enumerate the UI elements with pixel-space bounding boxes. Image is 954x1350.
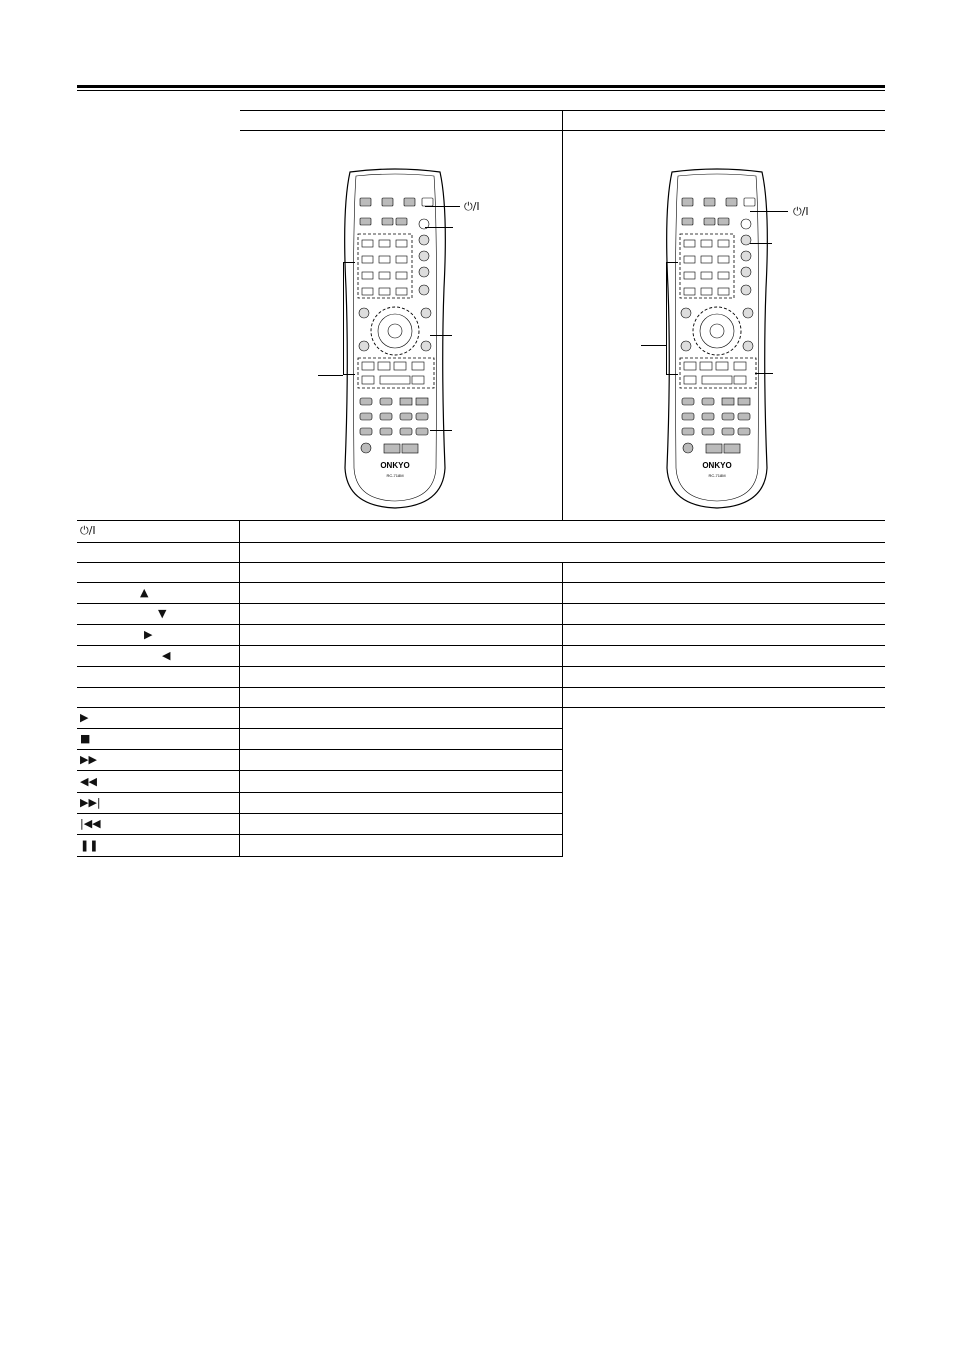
table-row-line (77, 792, 563, 793)
callout-right-bracket (641, 345, 666, 346)
remote-model-left: RC-718M (386, 473, 404, 478)
top-rule-thick (77, 85, 885, 88)
callout-left-bracket (318, 375, 343, 376)
power-label-left: ⏻/I (464, 200, 480, 213)
callout-right-3 (755, 373, 773, 374)
table-row-line (77, 687, 885, 688)
table-label-divider (239, 520, 240, 857)
callout-right-power (750, 211, 788, 212)
power-label-right: ⏻/I (793, 205, 809, 218)
table-row-line (77, 728, 563, 729)
table-row-symbol: ▶ (80, 711, 89, 724)
bracket-right-top (666, 262, 678, 263)
table-row-line (77, 707, 885, 708)
bracket-left-top (343, 262, 355, 263)
callout-left-2 (425, 227, 453, 228)
remote-illustration-left (340, 168, 450, 513)
table-row-line (77, 856, 563, 857)
table-row-line (77, 562, 885, 563)
table-row-line (77, 645, 885, 646)
remote-brand-left: ONKYO (380, 461, 410, 470)
table-row-symbol: ▲ (140, 586, 149, 599)
table-row-symbol: ■ (80, 732, 91, 745)
remote-illustration-right (662, 168, 772, 513)
callout-right-2 (750, 243, 772, 244)
table-top-line (77, 520, 885, 521)
table-row-line (77, 770, 563, 771)
table-row-symbol: |◀◀ (80, 817, 101, 830)
bracket-left-bottom (343, 374, 355, 375)
table-row-line (77, 542, 885, 543)
table-row-symbol: ▶▶ (80, 753, 97, 766)
table-row-symbol: ◀ (162, 649, 171, 662)
table-row-symbol: ◀◀ (80, 774, 97, 788)
table-row-symbol: ▶ (144, 628, 153, 641)
callout-left-power (425, 206, 460, 207)
table-row-line (77, 624, 885, 625)
table-row-line (77, 749, 563, 750)
callout-left-3 (430, 335, 452, 336)
table-row-symbol: ❚❚ (80, 838, 99, 852)
table-row-line (77, 834, 563, 835)
table-row-line (77, 666, 885, 667)
table-row-symbol: ▼ (158, 607, 167, 620)
table-row-symbol: ⏻/I (80, 524, 96, 537)
bracket-right-bottom (666, 374, 678, 375)
remote-model-right: RC-718M (708, 473, 726, 478)
table-row-line (77, 582, 885, 583)
callout-left-4 (430, 430, 452, 431)
top-rule-thin (77, 90, 885, 91)
table-row-line (77, 813, 563, 814)
table-row-symbol: ▶▶| (80, 796, 101, 809)
remote-brand-right: ONKYO (702, 461, 732, 470)
bracket-left (343, 262, 344, 374)
bracket-right (666, 262, 667, 374)
column-divider-upper (562, 110, 563, 520)
table-row-line (77, 603, 885, 604)
